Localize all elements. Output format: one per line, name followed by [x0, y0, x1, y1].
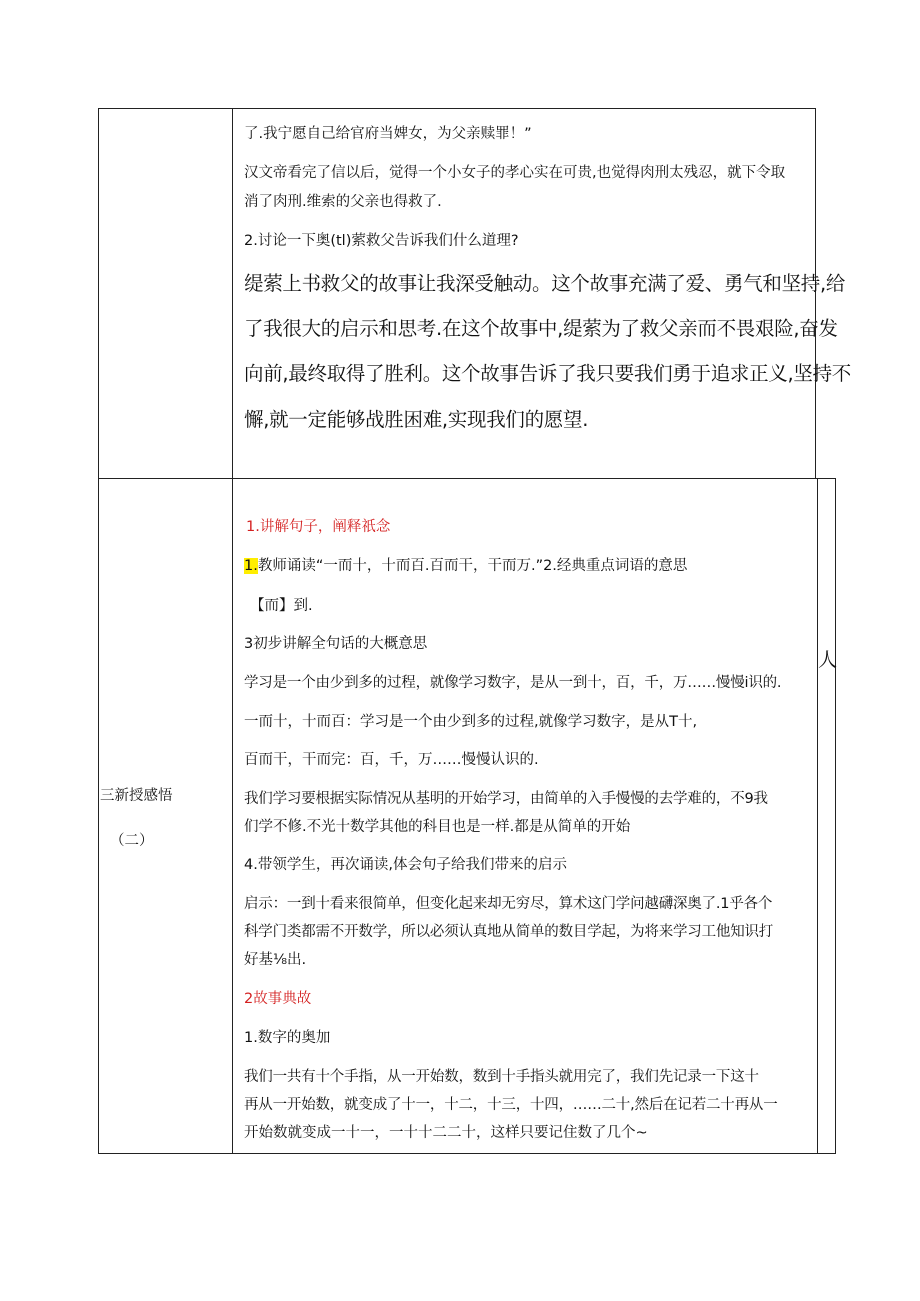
table-border-bottom [98, 1153, 836, 1154]
story-line: 消了肉刑.维索的父亲也得救了. [244, 194, 442, 210]
insight-paragraph: 好基⅛出. [244, 952, 307, 968]
discussion-question: 2.讨论一下奥(tl)萦救父告诉我们什么道理? [244, 233, 519, 249]
word-meaning-er: 【而】到. [250, 598, 313, 614]
insight-paragraph: 启示：一到十看来很简单，但变化起来却无穷尽，算术这门学问越礴深奥了.1乎各个 [244, 896, 773, 912]
heading-story: 2故事典故 [244, 991, 312, 1007]
story-paragraph: 开始数就变成一十一，一十十二二十，这样只要记住数了几个~ [244, 1125, 648, 1141]
table-border-left [98, 478, 99, 1154]
table-row-divider [98, 478, 836, 479]
explain-paragraph: 们学不修.不光十数学其他的科目也是一样.都是从简单的开始 [244, 819, 631, 835]
reflection-line: 了我很大的启示和思考.在这个故事中,缇萦为了救父亲而不畏艰险,奋发 [244, 317, 838, 340]
table-border-right [835, 478, 836, 1154]
item-teacher-recite [244, 556, 687, 576]
item-recite-again: 4.带领学生，再次诵读,体会句子给我们带来的启示 [244, 857, 567, 873]
explain-paragraph: 一而十，十而百：学习是一个由少到多的过程,就像学习数字，是从T十, [244, 714, 698, 730]
insight-paragraph: 科学门类都需不开数学，所以必须认真地从简单的数目学起，为将来学习工他知识打 [244, 924, 774, 940]
story-line: 汉文帝看完了信以后，觉得一个小女子的孝心实在可贵,也觉得肉刑太残忍，就下令取 [244, 165, 786, 181]
section-label: 三新授感悟 [100, 788, 173, 804]
story-paragraph: 再从一开始数，就变成了十一，十二，十三，十四，……二十,然后在记若二十再从一 [244, 1097, 778, 1113]
section-label-sub: （二） [110, 833, 154, 849]
heading-explain-sentence: 1.讲解句子，阐释祇念 [246, 519, 391, 535]
table-divider-right-column [817, 478, 818, 1154]
right-column-char: 人 [818, 649, 838, 671]
reflection-line: 向前,最终取得了胜利。这个故事告诉了我只要我们勇于追求正义,坚持不 [244, 362, 851, 385]
table-divider-column [232, 108, 233, 1154]
explain-paragraph: 学习是一个由少到多的过程，就像学习数字，是从一到十，百，千，万……慢慢i识的. [244, 675, 782, 691]
explain-paragraph: 我们学习要根据实际情况从基明的开始学习，由简单的入手慢慢的去学难的，不9我 [244, 791, 768, 807]
table-border-top [98, 108, 816, 109]
explain-paragraph: 百而干，干而完：百，千，万……慢慢认识的. [244, 752, 539, 768]
reflection-line: 缇萦上书救父的故事让我深受触动。这个故事充满了爱、勇气和坚持,给 [244, 272, 846, 295]
item-explain-whole: 3初步讲解全句话的大概意思 [244, 636, 428, 652]
table-border-left-top [98, 108, 99, 478]
reflection-line: 懈,就一定能够战胜困难,实现我们的愿望. [244, 408, 589, 431]
story-paragraph: 我们一共有十个手指，从一开始数，数到十手指头就用完了，我们先记录一下这十 [244, 1069, 759, 1085]
story-line: 了.我宁愿自己给官府当婢女，为父亲赎罪！” [244, 126, 532, 142]
item-text: 教师诵读“一而十，十而百.百而干，干而万.”2.经典重点词语的意思 [257, 558, 688, 574]
story-title: 1.数字的奥加 [244, 1030, 331, 1046]
item-number-highlight: 1. [244, 558, 258, 574]
